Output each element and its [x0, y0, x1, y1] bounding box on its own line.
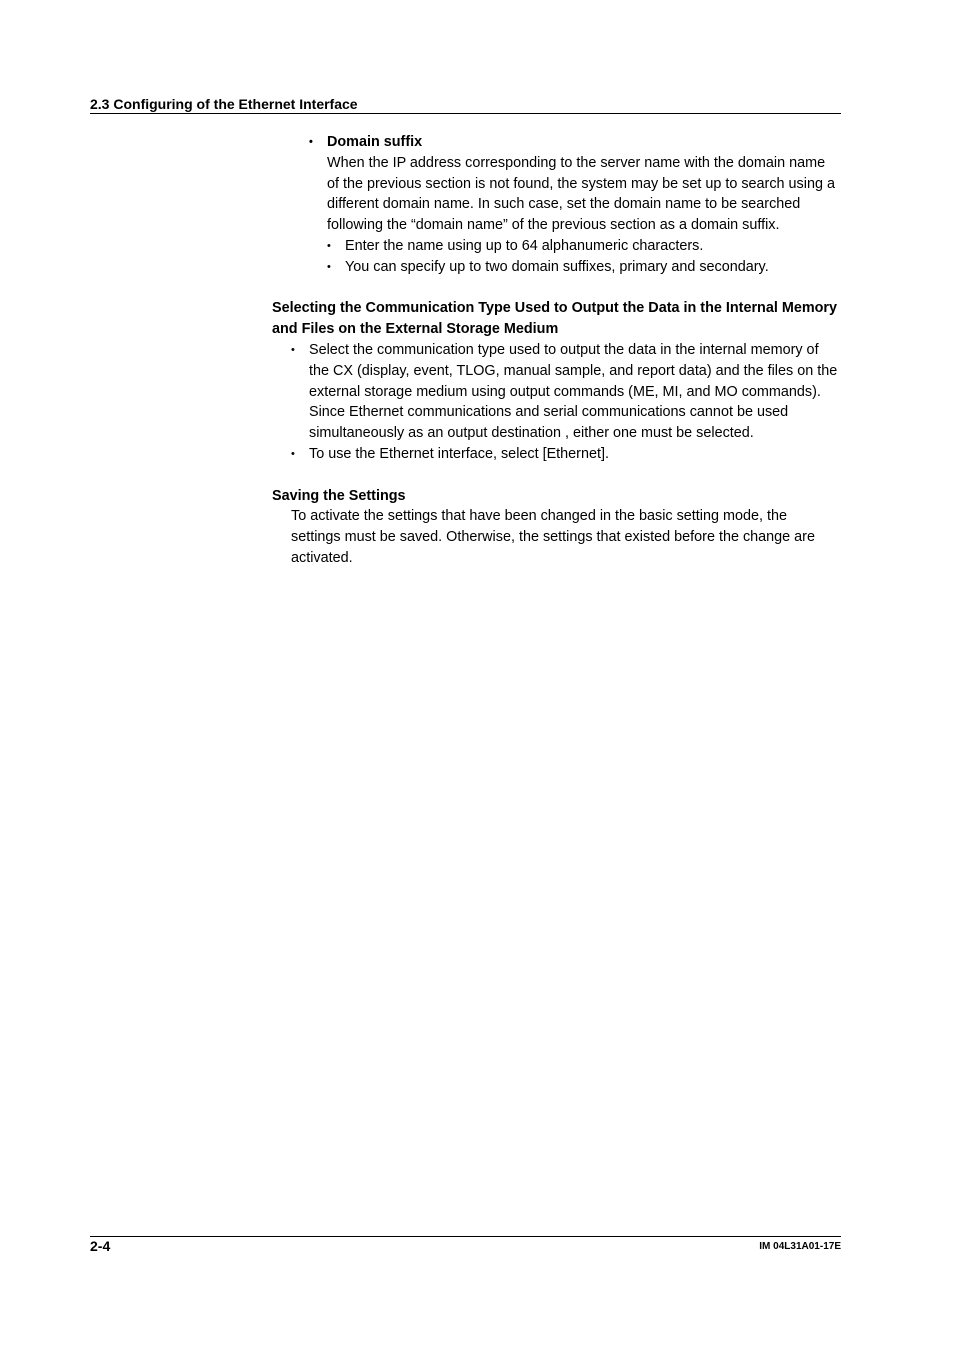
paragraph-line: When the IP address corresponding to the server name with the domain name	[327, 154, 826, 171]
heading-line: Selecting the Communication Type Used to Output the Data in the Internal Memory	[272, 300, 838, 317]
paragraph-line: settings must be saved. Otherwise, the settings that existed before the change are	[291, 529, 815, 546]
page-content	[272, 132, 844, 569]
section-header	[90, 95, 841, 114]
bullet-icon: •	[327, 239, 331, 252]
document-id: IM 04L31A01-17E	[759, 1241, 841, 1252]
paragraph-line: of the previous section is not found, the system may be set up to search using a	[327, 175, 835, 192]
domain-suffix-paragraph	[327, 153, 844, 236]
saving-paragraph	[291, 506, 844, 568]
bullet-icon: •	[327, 260, 331, 273]
bullet-icon: •	[309, 136, 313, 148]
paragraph-line: external storage medium using output commands (ME, MI, and MO commands).	[309, 383, 821, 400]
domain-suffix-title	[309, 132, 844, 153]
comm-type-item-2	[291, 444, 844, 465]
domain-suffix-title-text: Domain suffix	[327, 134, 423, 150]
heading-line: and Files on the External Storage Medium	[272, 321, 559, 338]
section-title: 2.3 Configuring of the Ethernet Interface	[90, 96, 358, 112]
paragraph-line: simultaneously as an output destination , either one must be selected.	[309, 425, 754, 442]
domain-suffix-bullet-2	[327, 257, 844, 278]
comm-type-item-1	[291, 340, 844, 444]
footer-rule	[90, 1236, 841, 1237]
paragraph-line: different domain name. In such case, set the domain name to be searched	[327, 196, 801, 213]
bullet-icon: •	[291, 447, 295, 460]
bullet-text: You can specify up to two domain suffixes, primary and secondary.	[345, 258, 769, 275]
comm-type-heading	[272, 298, 844, 340]
paragraph-line: following the “domain name” of the previous section as a domain suffix.	[327, 217, 780, 234]
paragraph-line: Since Ethernet communications and serial communications cannot be used	[309, 404, 789, 421]
bullet-icon: •	[291, 343, 295, 356]
page-number: 2-4	[90, 1238, 111, 1254]
bullet-text: To use the Ethernet interface, select [Ethernet].	[309, 445, 609, 462]
paragraph-line: activated.	[291, 549, 353, 566]
bullet-text: Enter the name using up to 64 alphanumeric characters.	[345, 237, 704, 254]
domain-suffix-bullet-1	[327, 236, 844, 257]
paragraph-line: Select the communication type used to output the data in the internal memory of	[309, 341, 819, 358]
saving-heading: Saving the Settings	[272, 487, 406, 504]
paragraph-line: To activate the settings that have been changed in the basic setting mode, the	[291, 508, 788, 525]
paragraph-line: the CX (display, event, TLOG, manual sample, and report data) and the files on the	[309, 362, 838, 379]
